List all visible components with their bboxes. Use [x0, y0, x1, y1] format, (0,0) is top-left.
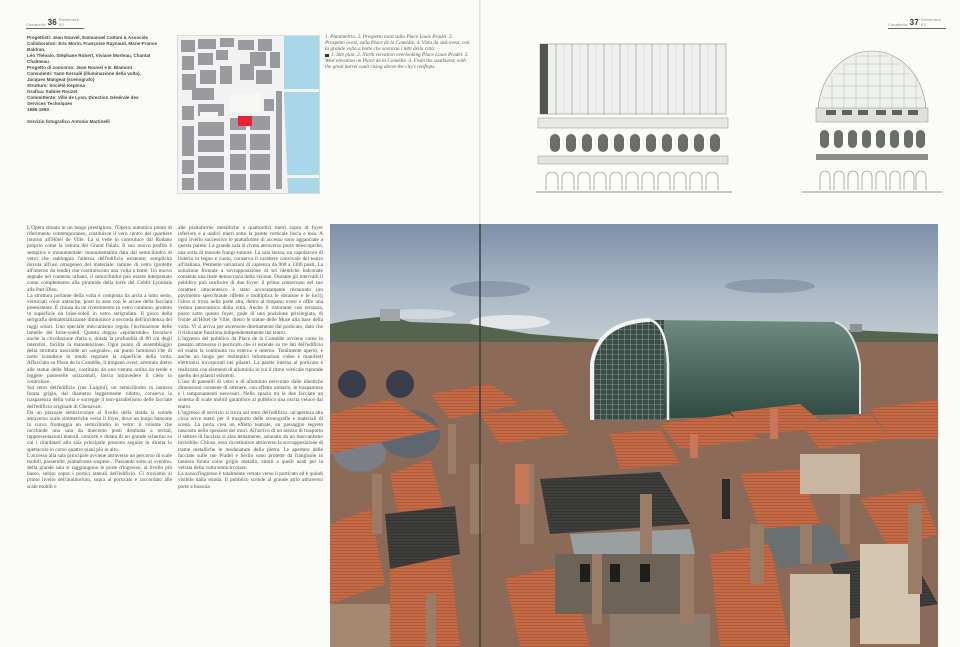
- credit-line: Collaboratori: Eric Morin, Françoise Raynaud, Marie-France Baldran,: [27, 41, 157, 52]
- paragraph: La struttura portante della volta è composta da archi a tutto sesto, verniciati color antracite, posti in asse con le arcate della facciata preesistente. È chiusa da un rivestimento in vetro continuo, protetto in superficie da brise-soleil in vetro serigrafato. Il gioco della serigrafia dematerializzante diminuisce a seconda dell'incidenza dei raggi solari. Uno speciale meccanismo regola l'inclinazione delle lamelle dei brise-soleil. Questa doppia «epidermide» favorisce anche la circolazione d'aria e, dotata la profondità di 80 cm degli interstizi, facilita la manutenzione. Ogni punto di assemblaggio della struttura nasconde un «segnale», un punto luminoso che di notte scandisce in modo regolare la superficie della volta. Affacciato su Place de la Comédie, il timpano ovest, arretrato dietro alle statue delle Muse, costituito da una vetrata ordita da tende e leggere passerelle orizzontali, lascia intravedere il cielo in controluce.: [27, 292, 172, 385]
- paragraph: alle piattaforme metalliche a quattordici metri sopra al foyer inferiore e a undici metri sotto la parete verticale liscia e tesa. A ogni livello successivo le piattaforme di accesso sono agganciate a questa parete. La grande sala si rivela attraverso porte telescopiche, una sorta di bussole frangi-rumore. La sala stessa, un capolavoro di liuteria in legno e cuoio, conserva il carattere convivale del teatro all'italiana. Permette variazioni di capienza da 900 a 1300 posti. La soluzione frontale a sovrapposizione di sei identiche balconate consente una reale democrazia della visione. Durante gli intervalli il pubblico può usufruire di due foyer: il primo conservato nel suo carattere ottocentesco è stato accuratamente restaurato (un pavimento specchiante riflette e moltiplica le dorature e le luci); l'altro si trova nella parte alta, dietro al timpano ovest e offre una veduta panoramica della città. Anche il ristorante con terrazza, posto sotto questo foyer, gode di una posizione privilegiata, di fronte all'Hôtel de Ville, dietro le statue delle Muse alla base della volta. Vi si arriva per ascensore direttamente dal porticato, dato che il ristorante funziona indipendentemente dal teatro.: [178, 225, 323, 336]
- right-page-folio: [888, 17, 946, 29]
- photo-credit: Servizio fotografico Antonio Martinelli: [27, 119, 110, 124]
- west-elevation-drawing: [802, 38, 942, 201]
- folio-magazine-name: Casabella: [26, 22, 46, 27]
- credit-line: Grafica: Sabine Rouzet: [27, 89, 78, 94]
- paragraph: L'accesso alla sala principale avviene attraverso un percorso di scale mobili, passerelle, piattaforme sospese... Passando sotto al «ventre» della grande sala si raggiungono le porte d'ingresso, al livello più basso, subito sopra i portici laterali dell'edificio. Ci troviamo al primo livello dell'auditorium, sopra al porticato e raccordato alle scale mobili e: [27, 452, 172, 490]
- credit-line: Strutture: Société Keplona: [27, 83, 85, 88]
- credit-line: 1986-1993: [27, 107, 49, 112]
- english-marker-icon: [325, 54, 329, 57]
- paragraph: L'ingresso di servizio si trova sul retro dell'edificio: un'apertura alta circa nove metri per il trasporto delle scenografie e materiali di scena. La porta crea un effetto teatrale, un passaggio segreto nascosto nello spessore dei muri. All'arrivo di un mezzo di trasporto il settore di facciata si alza lentamente, azionato da un meccanismo invisibile. Chiuso, esso ricostituisce attraverso la sovrapposizione di trame metalliche le modanature della pietra. Le aperture delle facciate sulle rue Pradel e Serlin sono protette da frangisole in lamiera forata color grigio metallo, simili a quelli usati per la vetrata della volta semicircolare.: [178, 409, 323, 472]
- paragraph: Da un piazzale semicircolare al livello della strada si scende attraverso scale simmetriche verso il foyer, dove un lungo bancone in curva fronteggia un semicilindro in vetro: il volume che racchiude una sala da duecento posti destinata a recital, rappresentazioni teatrali, concerti e dotata di un grande schermo su cui i ritardatari alla sala principale possono seguire in diretta lo spettacolo in corso quattro piani più in alto.: [27, 409, 172, 453]
- folio-issue-date: Settembre 93: [58, 17, 80, 27]
- figure-captions: [325, 34, 473, 71]
- paragraph: Sul retro dell'edificio (rue Luigini), un semicilindro in lamiera forata grigia, dal diametro leggermente ridotto, conserva la trasparenza della volta e sorregge il non-parallelismo delle facciate dell'edificio originale di Chenavart.: [27, 385, 172, 410]
- site-plan-map: [177, 35, 320, 194]
- credit-line: Committente: Ville de Lyon, Direction Générale des: [27, 95, 139, 100]
- opera-highlight: [238, 116, 252, 126]
- caption-english: 1. Site plan. 2. North elevation overlooking Place Louis Pradel. 3. West elevation on Place de la Comédie. 4. From the southwest, with the great barrel vault rising above the city's rooftops.: [325, 52, 469, 71]
- paragraph: La zona d'ingresso è totalmente vetrata verso il porticato ed è quindi visibile dalla strada. Il pubblico scende al grande atrio attraverso porte a bussola: [178, 471, 323, 490]
- caption-italian: 1. Planimetria. 2. Prospetto nord sulla Place Louis Pradel. 3. Prospetto ovest, sulla Place de la Comédie. 4. Vista da sud-ovest, con la grande volta a botte che sovrasta i tetti della città.: [325, 34, 470, 53]
- credit-line: Progetto di concorso: Jean Nouvel e E. Blamont: [27, 65, 133, 70]
- article-column-2: [178, 225, 323, 490]
- paragraph: L'uso di pannelli di vetro e di alluminio nervurato dalle identiche dimensioni consente di ottenere, con effetto unitario, le trasparenze e i tamponamenti necessari. Nello spazio tra le due facciate un sistema di scale mobili garantisce al pubblico una uscita veloce dal teatro.: [178, 378, 323, 410]
- page-number: 37: [909, 18, 919, 27]
- paragraph: L'ingresso del pubblico da Place de la Comédie avviene come in passato attraverso il porticato che si estende su tre lati dell'edificio ed esalta la continuità tra esterno e interno. Totalmente aperto, è anche un luogo per molteplici informazioni video e manifesti elettronici incorporati nei pilastri. La parete interna al porticato è realizzata con elementi di alluminio in cui il ritmo verticale riprende quello dei pilastri esistenti.: [178, 335, 323, 379]
- north-elevation-drawing: [536, 38, 732, 201]
- credit-line: Jacques Mangeat (scenografo): [27, 77, 95, 82]
- credit-line: Services Techniques: [27, 101, 73, 106]
- paragraph: L'Opéra situata in un luogo prestigioso, l'Opéra, autentico punto di riferimento contemporaneo, costituisce il vero centro del quartiere intorno all'Hôtel de Ville. La si vede in controluce dal Rodano proprio come la vetrata del Grand Palais. Il suo nuovo profilo è semplice e monumentale: monumentalità data dal semicilindro di vetro che raddoppia l'altezza dell'edificio esistente; semplicità dovuta all'uso omogeneo del materiale: lamine di vetro (protette all'interno da tende) che costituiscono una volta a botte. Un nuovo segnale nel contesto urbano, il semicilindro può essere interpretato come complemento alla piramide della torre del Crédit Lyonnais alla Part-Dieu.: [27, 225, 172, 293]
- credit-line: Léo Thévalo, Stéphane Robert, Viviane Morteau, Chantal Chalmeau: [27, 53, 151, 64]
- project-credits: [27, 35, 169, 125]
- credit-line: Progettisti: Jean Nouvel, Emmanuel Cattani & Associés: [27, 35, 149, 40]
- credit-line: Consulenti: Yann Kersalé (illuminazione della volta),: [27, 71, 141, 76]
- folio-magazine-name: Casabella: [888, 22, 908, 27]
- left-page-folio: [26, 17, 84, 29]
- page-number: 36: [47, 18, 57, 27]
- site-plan-illustration: [178, 36, 319, 193]
- article-column-1: [27, 225, 172, 490]
- folio-issue-date: Settembre 93: [920, 17, 942, 27]
- rooftop-view-photo: [330, 224, 938, 647]
